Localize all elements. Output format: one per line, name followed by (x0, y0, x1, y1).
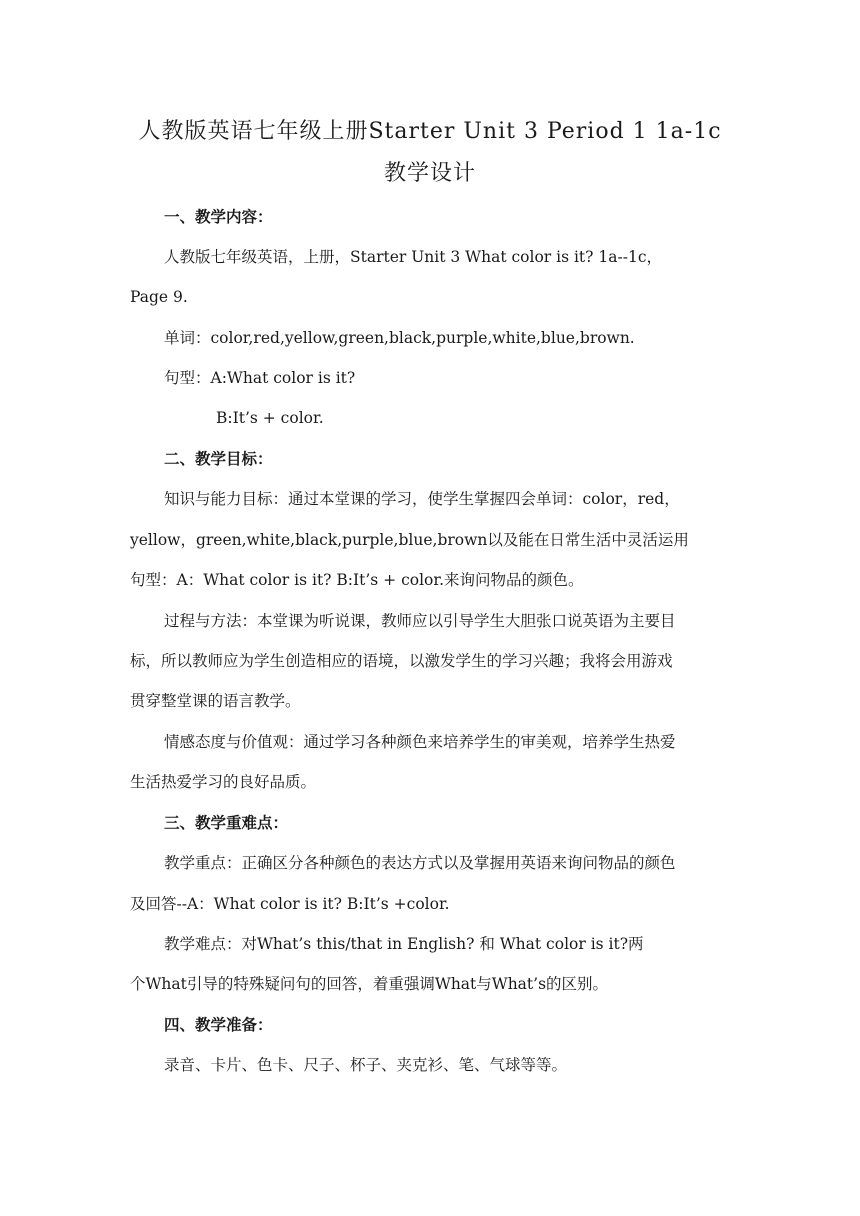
paragraph-attitude-line: 情感态度与价值观：通过学习各种颜色来培养学生的审美观，培养学生热爱 (164, 733, 676, 751)
paragraph-knowledge-line: 句型：A：What color is it? B:It’s + color.来询问物品的颜色。 (130, 571, 584, 589)
paragraph-knowledge-line: yellow，green,white,black,purple,blue,brown以及能在日常生活中灵活运用 (130, 531, 689, 549)
section-heading-goals: 二、教学目标： (164, 449, 273, 468)
paragraph-attitude-line: 生活热爱学习的良好品质。 (130, 773, 317, 791)
paragraph-preparation-line: 录音、卡片、色卡、尺子、杯子、夹克衫、笔、气球等等。 (164, 1056, 568, 1074)
paragraph-process-line: 贯穿整堂课的语言教学。 (130, 692, 301, 710)
sentence-pattern-line: B:It’s + color. (216, 409, 324, 427)
paragraph-process-line: 标，所以教师应为学生创造相应的语境，以激发学生的学习兴趣；我将会用游戏 (130, 652, 673, 670)
paragraph-content-line: Page 9. (130, 288, 188, 306)
sentence-pattern-line: 句型：A:What color is it? (164, 369, 356, 387)
paragraph-knowledge-line: 知识与能力目标：通过本堂课的学习，使学生掌握四会单词：color，red， (164, 490, 680, 508)
paragraph-difficult-line: 个What引导的特殊疑问句的回答，着重强调What与What’s的区别。 (130, 975, 609, 993)
section-heading-content: 一、教学内容： (164, 207, 273, 226)
document-subtitle: 教学设计 (383, 161, 476, 186)
section-heading-keypoints: 三、教学重难点： (164, 813, 289, 832)
document-title: 人教版英语七年级上册Starter Unit 3 Period 1 1a-1c (138, 119, 722, 144)
paragraph-process-line: 过程与方法：本堂课为听说课，教师应以引导学生大胆张口说英语为主要目 (164, 612, 676, 630)
vocabulary-line: 单词：color,red,yellow,green,black,purple,white,blue,brown. (164, 329, 635, 347)
paragraph-content-line: 人教版七年级英语，上册，Starter Unit 3 What color is it? 1a--1c， (164, 248, 663, 266)
paragraph-difficult-line: 教学难点：对What’s this/that in English? 和 What color is it?两 (164, 935, 644, 953)
paragraph-key-line: 及回答--A：What color is it? B:It’s +color. (130, 895, 450, 913)
section-heading-preparation: 四、教学准备： (164, 1015, 273, 1034)
paragraph-key-line: 教学重点：正确区分各种颜色的表达方式以及掌握用英语来询问物品的颜色 (164, 854, 676, 872)
